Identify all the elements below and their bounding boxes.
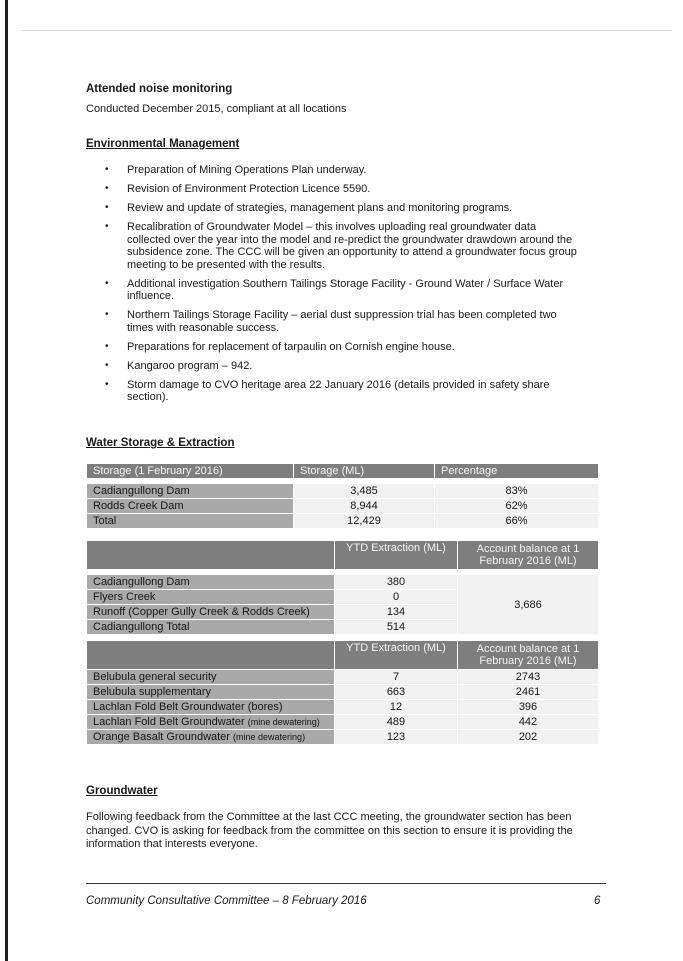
row-label: Cadiangullong Dam	[87, 484, 294, 499]
storage-date-header: Storage (1 February 2016)	[87, 464, 294, 479]
ytd-value: 380	[335, 575, 458, 590]
footer-divider	[86, 883, 606, 884]
row-label-text: Lachlan Fold Belt Groundwater (bores)	[93, 701, 283, 713]
ytd-value: 489	[335, 715, 458, 730]
page-left-border	[5, 0, 8, 961]
table-row	[87, 715, 599, 730]
list-item: • Kangaroo program – 942.	[86, 360, 582, 373]
percentage-value: 83%	[435, 484, 599, 499]
environmental-list	[86, 164, 596, 410]
table-header-row	[87, 464, 599, 479]
row-label-note: (mine dewatering)	[233, 732, 306, 742]
table-row	[87, 575, 599, 590]
ytd-value: 12	[335, 700, 458, 715]
storage-table	[86, 463, 599, 529]
row-label-text: Orange Basalt Groundwater	[93, 731, 230, 743]
balance-value: 442	[458, 715, 599, 730]
row-label	[87, 700, 335, 715]
row-label	[87, 670, 335, 685]
table-row	[87, 700, 599, 715]
water-heading: Water Storage & Extraction	[86, 437, 235, 449]
row-label: Flyers Creek	[87, 590, 335, 605]
list-item: • Review and update of strategies, management plans and monitoring programs.	[86, 202, 582, 215]
ytd-extraction-header: YTD Extraction (ML)	[335, 541, 458, 570]
percentage-header: Percentage	[435, 464, 599, 479]
page-number: 6	[594, 895, 601, 907]
licence-table	[86, 640, 599, 745]
attended-noise-text: Conducted December 2015, compliant at all locations	[86, 103, 347, 115]
percentage-value: 62%	[435, 499, 599, 514]
ytd-value: 514	[335, 620, 458, 635]
row-label: Rodds Creek Dam	[87, 499, 294, 514]
row-label-note: (mine dewatering)	[247, 717, 320, 727]
environmental-heading: Environmental Management	[86, 138, 240, 150]
storage-ml-value: 12,429	[294, 514, 435, 529]
row-label: Runoff (Copper Gully Creek & Rodds Creek)	[87, 605, 335, 620]
list-item: • Additional investigation Southern Tailings Storage Facility - Ground Water / Surface Water influence.	[86, 278, 582, 303]
percentage-value: 66%	[435, 514, 599, 529]
row-label	[87, 715, 335, 730]
blank-header	[87, 641, 335, 670]
row-label: Total	[87, 514, 294, 529]
table-row	[87, 670, 599, 685]
table-row	[87, 514, 599, 529]
account-balance-header: Account balance at 1 February 2016 (ML)	[458, 541, 599, 570]
storage-ml-value: 8,944	[294, 499, 435, 514]
ytd-value: 0	[335, 590, 458, 605]
table-header-row	[87, 541, 599, 570]
ytd-value: 7	[335, 670, 458, 685]
list-item: • Preparation of Mining Operations Plan underway.	[86, 164, 582, 177]
list-item: • Northern Tailings Storage Facility – aerial dust suppression trial has been completed two times with reasonable success.	[86, 309, 582, 334]
balance-value: 202	[458, 730, 599, 745]
groundwater-heading: Groundwater	[86, 785, 158, 797]
table-row	[87, 730, 599, 745]
account-balance-header: Account balance at 1 February 2016 (ML)	[458, 641, 599, 670]
balance-value: 396	[458, 700, 599, 715]
top-divider	[22, 30, 672, 31]
storage-ml-header: Storage (ML)	[294, 464, 435, 479]
footer-title: Community Consultative Committee – 8 February 2016	[86, 895, 367, 907]
groundwater-text: Following feedback from the Committee at the last CCC meeting, the groundwater section has been changed. CVO is asking for feedback from the committee on this section to ensure it is providing the information that interests everyone.	[86, 811, 573, 850]
ytd-value: 123	[335, 730, 458, 745]
table-row	[87, 685, 599, 700]
attended-noise-heading: Attended noise monitoring	[86, 83, 233, 95]
ytd-value: 134	[335, 605, 458, 620]
list-item: • Storm damage to CVO heritage area 22 January 2016 (details provided in safety share section).	[86, 379, 582, 404]
blank-header	[87, 541, 335, 570]
row-label-text: Belubula general security	[93, 671, 217, 683]
row-label: Cadiangullong Total	[87, 620, 335, 635]
row-label: Cadiangullong Dam	[87, 575, 335, 590]
row-label	[87, 685, 335, 700]
row-label-text: Belubula supplementary	[93, 686, 212, 698]
balance-value: 2461	[458, 685, 599, 700]
list-item: • Recalibration of Groundwater Model – this involves uploading real groundwater data collected over the year into the model and re-predict the groundwater drawdown around the subsidence zone. The CCC will be given an opportunity to attend a groundwater focus group meeting to be presented with the results.	[86, 221, 582, 271]
list-item: • Preparations for replacement of tarpaulin on Cornish engine house.	[86, 341, 582, 354]
extraction-table	[86, 540, 599, 635]
row-label	[87, 730, 335, 745]
ytd-extraction-header: YTD Extraction (ML)	[335, 641, 458, 670]
row-label-text: Lachlan Fold Belt Groundwater	[93, 716, 245, 728]
storage-ml-value: 3,485	[294, 484, 435, 499]
account-balance-value: 3,686	[458, 575, 599, 635]
table-header-row	[87, 641, 599, 670]
list-item: • Revision of Environment Protection Licence 5590.	[86, 183, 582, 196]
ytd-value: 663	[335, 685, 458, 700]
balance-value: 2743	[458, 670, 599, 685]
table-row	[87, 484, 599, 499]
table-row	[87, 499, 599, 514]
